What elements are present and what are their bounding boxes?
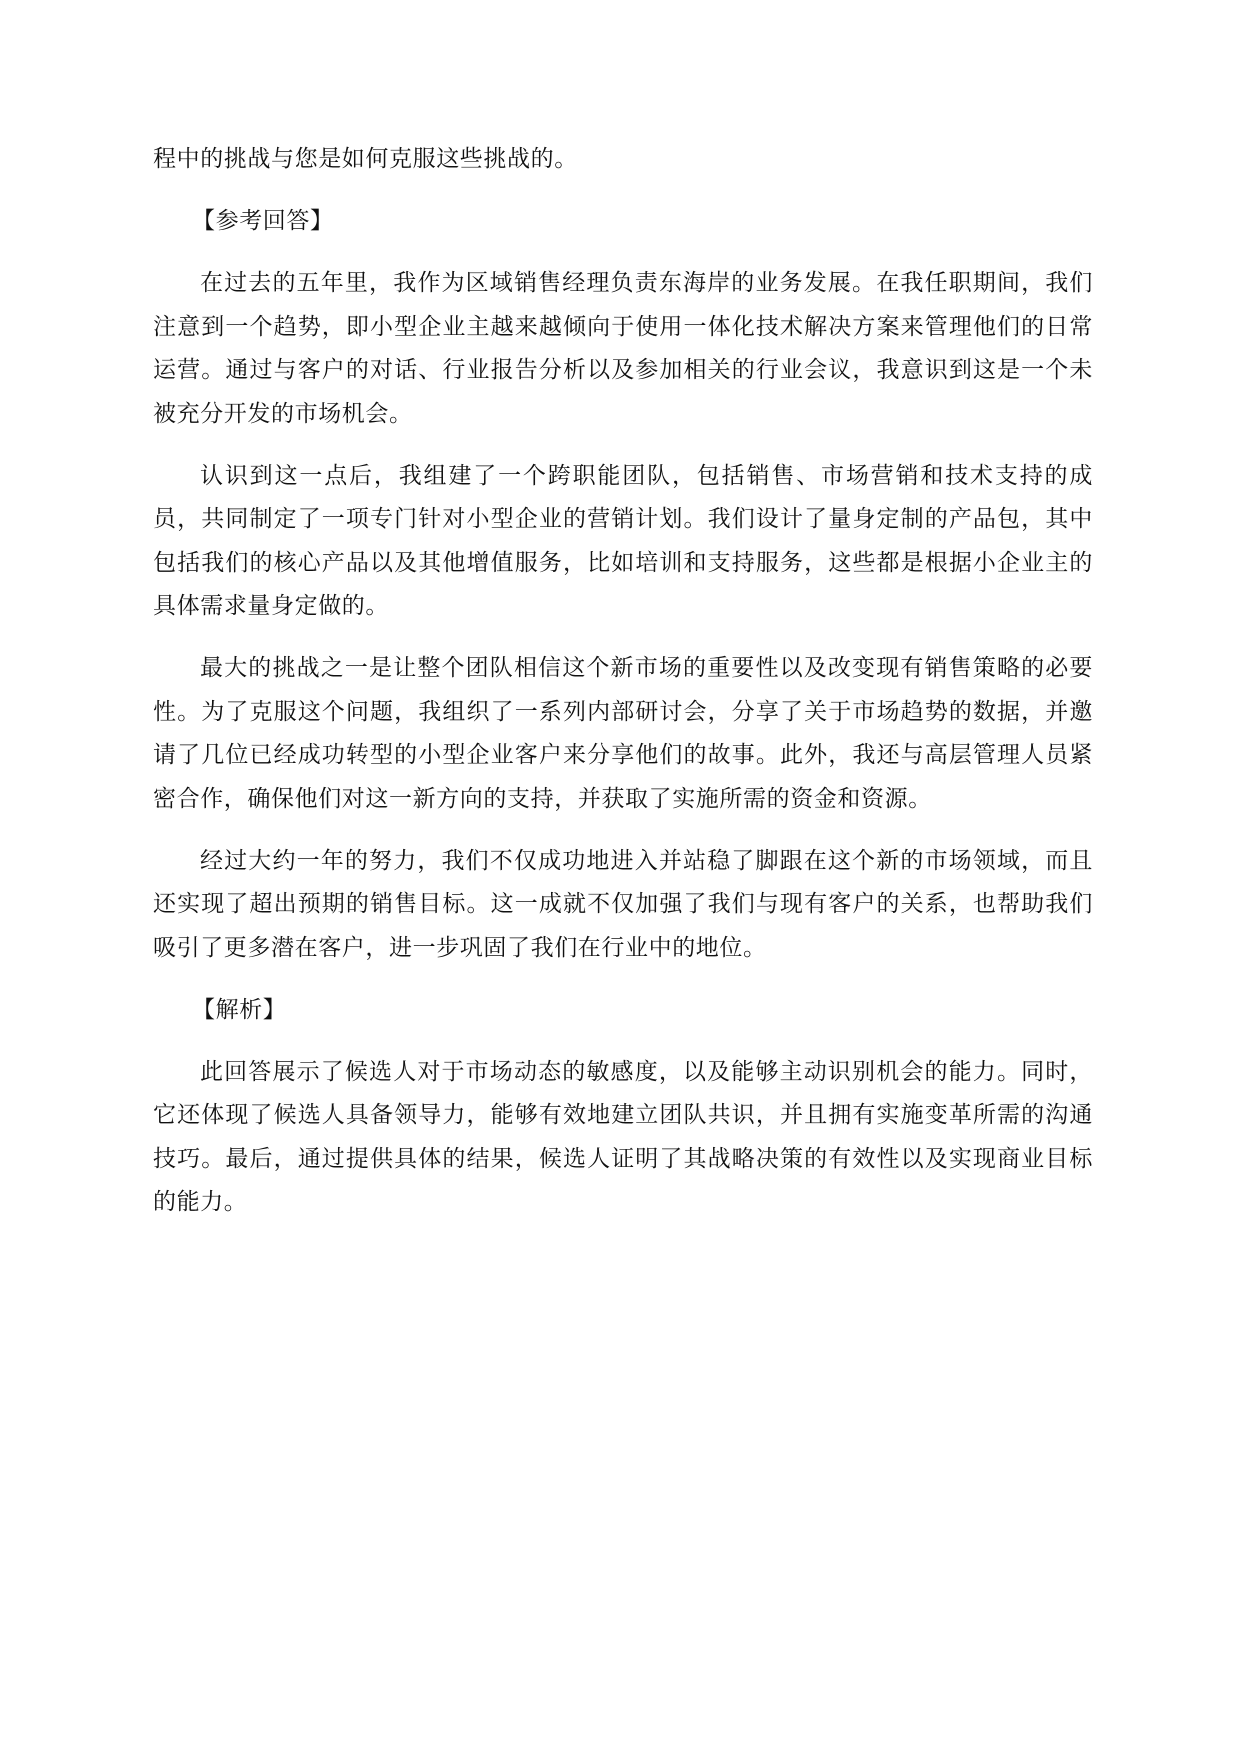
analysis-paragraph: 此回答展示了候选人对于市场动态的敏感度，以及能够主动识别机会的能力。同时，它还体现了候选人具备领导力，能够有效地建立团队共识，并且拥有实施变革所需的沟通技巧。最后，通过提供具体的结果，候选人证明了其战略决策的有效性以及实现商业目标的能力。	[153, 1058, 1093, 1215]
analysis-heading: 【解析】	[192, 996, 287, 1023]
reference-answer-heading: 【参考回答】	[192, 208, 334, 234]
answer-paragraph-3: 最大的挑战之一是让整个团队相信这个新市场的重要性以及改变现有销售策略的必要性。为了克服这个问题，我组织了一系列内部研讨会，分享了关于市场趋势的数据，并邀请了几位已经成功转型的小型企业客户来分享他们的故事。此外，我还与高层管理人员紧密合作，确保他们对这一新方向的支持，并获取了实施所需的资金和资源。	[153, 655, 1093, 812]
document-body	[153, 138, 1093, 1243]
continuation-paragraph: 程中的挑战与您是如何克服这些挑战的。	[153, 146, 578, 172]
answer-paragraph-2: 认识到这一点后，我组建了一个跨职能团队，包括销售、市场营销和技术支持的成员，共同制定了一项专门针对小型企业的营销计划。我们设计了量身定制的产品包，其中包括我们的核心产品以及其他增值服务，比如培训和支持服务，这些都是根据小企业主的具体需求量身定做的。	[153, 462, 1093, 619]
answer-paragraph-1: 在过去的五年里，我作为区域销售经理负责东海岸的业务发展。在我任职期间，我们注意到一个趋势，即小型企业主越来越倾向于使用一体化技术解决方案来管理他们的日常运营。通过与客户的对话、行业报告分析以及参加相关的行业会议，我意识到这是一个未被充分开发的市场机会。	[153, 270, 1093, 427]
answer-paragraph-4: 经过大约一年的努力，我们不仅成功地进入并站稳了脚跟在这个新的市场领域，而且还实现了超出预期的销售目标。这一成就不仅加强了我们与现有客户的关系，也帮助我们吸引了更多潜在客户，进一步巩固了我们在行业中的地位。	[153, 847, 1093, 961]
